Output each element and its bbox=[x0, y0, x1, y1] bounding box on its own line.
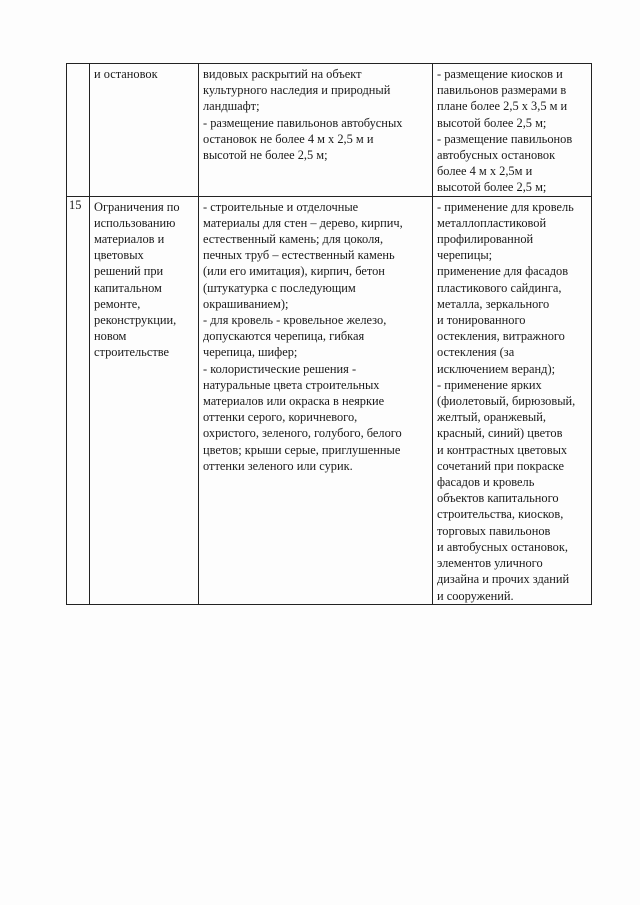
restriction-name-cell: и остановок bbox=[90, 64, 199, 197]
row-number-cell: 15 bbox=[67, 196, 90, 604]
forbidden-cell: - применение для кровель металлопластиковой профилированной черепицы; применение для фасадов пластикового сайдинга, металла, зеркального и тонированного остекления, витражного остекления (за исключением веранд); - применение ярких (фиолетовый, бирюзовый, желтый, оранжевый, красный, синий) цветов и контрастных цветовых сочетаний при покраске фасадов и кровель объектов капитального строительства, киосков, торговых павильонов и автобусных остановок, элементов уличного дизайна и прочих зданий и сооружений. bbox=[433, 196, 592, 604]
row-number-cell bbox=[67, 64, 90, 197]
table-row bbox=[67, 196, 592, 604]
allowed-cell: - строительные и отделочные материалы для стен – дерево, кирпич, естественный камень; для цоколя, печных труб – естественный камень (или его имитация), кирпич, бетон (штукатурка с последующим окрашиванием); - для кровель - кровельное железо, допускаются черепица, гибкая черепица, шифер; - колористические решения - натуральные цвета строительных материалов или окраска в неяркие оттенки серого, коричневого, охристого, зеленого, голубого, белого цветов; крыши серые, приглушенные оттенки зеленого или сурик. bbox=[199, 196, 433, 604]
forbidden-cell: - размещение киосков и павильонов размерами в плане более 2,5 х 3,5 м и высотой более 2,5 м; - размещение павильонов автобусных остановок более 4 м х 2,5м и высотой более 2,5 м; bbox=[433, 64, 592, 197]
allowed-cell: видовых раскрытий на объект культурного наследия и природный ландшафт; - размещение павильонов автобусных остановок не более 4 м х 2,5 м и высотой не более 2,5 м; bbox=[199, 64, 433, 197]
restriction-name-cell: Ограничения по использованию материалов и цветовых решений при капитальном ремонте, реконструкции, новом строительстве bbox=[90, 196, 199, 604]
regulations-table bbox=[66, 63, 592, 605]
table-row bbox=[67, 64, 592, 197]
